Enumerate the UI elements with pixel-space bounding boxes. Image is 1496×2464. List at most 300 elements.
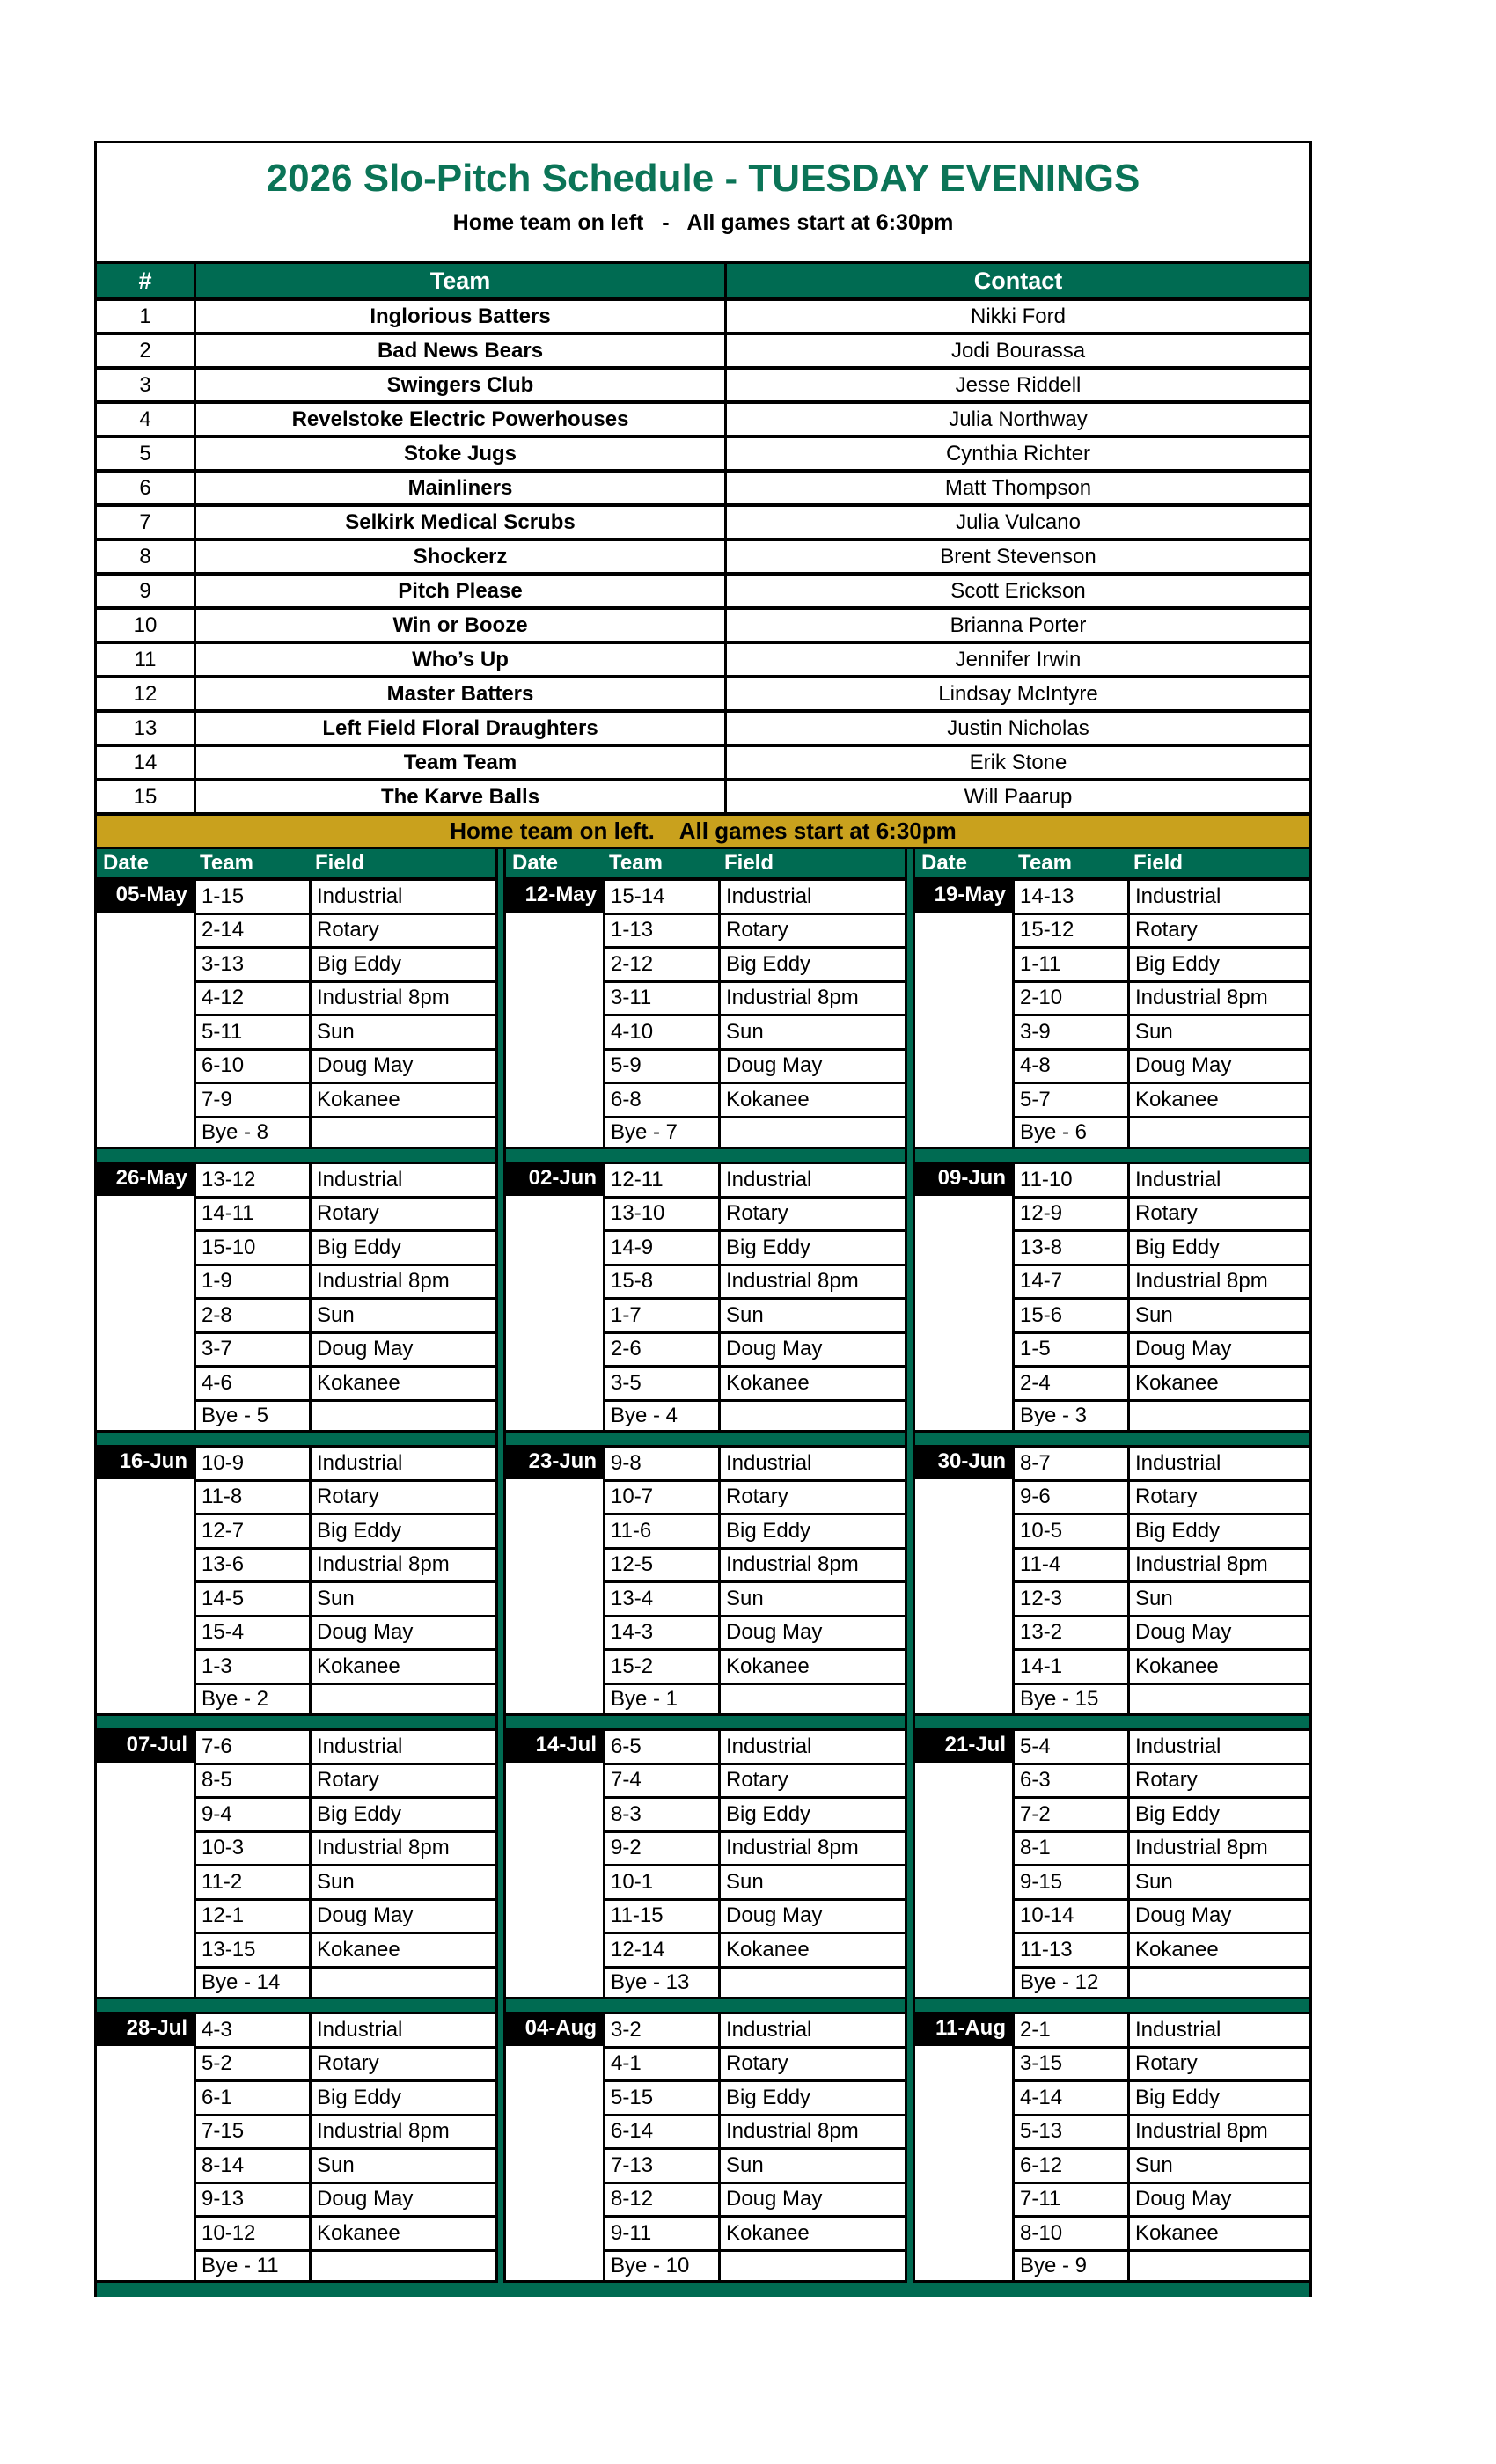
game-field: Big Eddy (718, 1796, 905, 1830)
game-field: Rotary (718, 1763, 905, 1797)
weeks-container (97, 878, 495, 2283)
contact-name: Nikki Ford (724, 301, 1309, 332)
schedule-header-team: Team (200, 851, 253, 875)
game-field: Doug May (1127, 1615, 1309, 1649)
game-field: Big Eddy (309, 1796, 495, 1830)
game-teams: 10-5 (1012, 1513, 1127, 1547)
game-field: Sun (1127, 1297, 1309, 1331)
team-name: Pitch Please (194, 576, 724, 606)
team-name: Selkirk Medical Scrubs (194, 507, 724, 538)
game-field: Rotary (309, 913, 495, 947)
game-teams: 4-6 (194, 1365, 309, 1399)
roster-row (97, 503, 1309, 538)
bye-label: Bye - 6 (1012, 1116, 1127, 1150)
bye-label: Bye - 4 (603, 1399, 718, 1434)
game-field: Doug May (1127, 2182, 1309, 2216)
contact-name: Scott Erickson (724, 576, 1309, 606)
game-field: Industrial 8pm (309, 980, 495, 1015)
game-field: Big Eddy (1127, 946, 1309, 980)
date-spacer (506, 1196, 603, 1434)
mid-banner: Home team on left. All games start at 6:30pm (97, 812, 1309, 849)
week-block (97, 1445, 495, 1716)
team-number: 11 (97, 644, 194, 675)
date-spacer (915, 2046, 1012, 2284)
game-field: Industrial 8pm (718, 1830, 905, 1865)
game-field: Big Eddy (718, 2079, 905, 2114)
game-teams: 8-12 (603, 2182, 718, 2216)
game-teams: 5-15 (603, 2079, 718, 2114)
contact-name: Jennifer Irwin (724, 644, 1309, 675)
game-field: Doug May (718, 2182, 905, 2216)
team-number: 2 (97, 335, 194, 366)
game-teams: 3-2 (603, 2012, 718, 2046)
week-block (915, 2012, 1309, 2283)
game-field: Industrial (309, 1445, 495, 1479)
team-name: Team Team (194, 747, 724, 778)
roster-row (97, 744, 1309, 778)
game-teams: 15-2 (603, 1648, 718, 1683)
game-field: Sun (309, 1297, 495, 1331)
week-separator (506, 1999, 905, 2012)
game-teams: 13-4 (603, 1580, 718, 1615)
bye-field-cell (309, 1683, 495, 1717)
date-spacer (915, 1196, 1012, 1434)
bye-field-cell (718, 2249, 905, 2284)
week-date: 11-Aug (915, 2012, 1012, 2046)
game-teams: 9-13 (194, 2182, 309, 2216)
week-date: 02-Jun (506, 1162, 603, 1196)
bye-field-cell (718, 1116, 905, 1150)
schedule-column-3 (915, 849, 1309, 2283)
game-field: Industrial 8pm (309, 1264, 495, 1298)
week-date: 19-May (915, 878, 1012, 913)
game-field: Kokanee (1127, 1082, 1309, 1116)
roster-row (97, 572, 1309, 606)
game-teams: 9-15 (1012, 1864, 1127, 1898)
team-number: 4 (97, 404, 194, 435)
game-teams: 9-2 (603, 1830, 718, 1865)
week-separator (97, 1433, 495, 1445)
game-teams: 7-15 (194, 2114, 309, 2148)
game-teams: 3-7 (194, 1331, 309, 1366)
game-field: Rotary (1127, 1763, 1309, 1797)
game-teams: 3-9 (1012, 1014, 1127, 1048)
bye-label: Bye - 13 (603, 1966, 718, 2000)
game-field: Industrial (1127, 1445, 1309, 1479)
game-teams: 4-1 (603, 2046, 718, 2080)
week-block (97, 1728, 495, 1999)
game-field: Rotary (718, 1479, 905, 1514)
game-field: Industrial (718, 878, 905, 913)
week-separator (506, 1716, 905, 1728)
game-field: Industrial 8pm (718, 980, 905, 1015)
game-teams: 13-6 (194, 1547, 309, 1581)
game-field: Industrial (718, 2012, 905, 2046)
game-teams: 9-6 (1012, 1479, 1127, 1514)
game-teams: 1-5 (1012, 1331, 1127, 1366)
week-block (97, 2012, 495, 2283)
week-date: 07-Jul (97, 1728, 194, 1763)
game-teams: 8-14 (194, 2147, 309, 2182)
week-separator (97, 1999, 495, 2012)
game-teams: 1-7 (603, 1297, 718, 1331)
contact-name: Justin Nicholas (724, 713, 1309, 744)
date-spacer (97, 1479, 194, 1717)
game-field: Industrial (1127, 2012, 1309, 2046)
game-teams: 9-11 (603, 2215, 718, 2249)
game-teams: 10-3 (194, 1830, 309, 1865)
game-field: Industrial (309, 1162, 495, 1196)
game-teams: 14-3 (603, 1615, 718, 1649)
game-field: Sun (1127, 1014, 1309, 1048)
team-name: The Karve Balls (194, 781, 724, 812)
bye-field-cell (309, 1966, 495, 2000)
bye-label: Bye - 7 (603, 1116, 718, 1150)
roster-row (97, 435, 1309, 469)
week-separator (915, 1716, 1309, 1728)
game-field: Industrial 8pm (309, 1547, 495, 1581)
team-name: Left Field Floral Draughters (194, 713, 724, 744)
game-field: Big Eddy (718, 1229, 905, 1264)
game-field: Industrial (718, 1162, 905, 1196)
game-teams: 4-8 (1012, 1048, 1127, 1082)
bye-field-cell (1127, 1683, 1309, 1717)
week-date: 16-Jun (97, 1445, 194, 1479)
game-field: Big Eddy (309, 1513, 495, 1547)
game-teams: 9-8 (603, 1445, 718, 1479)
schedule-header-date: Date (921, 851, 968, 875)
team-number: 15 (97, 781, 194, 812)
game-field: Industrial 8pm (309, 2114, 495, 2148)
team-name: Revelstoke Electric Powerhouses (194, 404, 724, 435)
game-teams: 11-13 (1012, 1932, 1127, 1966)
team-name: Master Batters (194, 678, 724, 709)
game-teams: 11-6 (603, 1513, 718, 1547)
game-teams: 2-4 (1012, 1365, 1127, 1399)
roster-table (97, 297, 1309, 812)
roster-row (97, 538, 1309, 572)
game-field: Kokanee (309, 1365, 495, 1399)
game-field: Rotary (1127, 1479, 1309, 1514)
bye-label: Bye - 9 (1012, 2249, 1127, 2284)
game-field: Doug May (309, 1331, 495, 1366)
game-teams: 7-13 (603, 2147, 718, 2182)
game-teams: 14-9 (603, 1229, 718, 1264)
game-teams: 3-11 (603, 980, 718, 1015)
week-block (97, 878, 495, 1149)
week-block (97, 1162, 495, 1433)
game-field: Sun (718, 1014, 905, 1048)
roster-row (97, 400, 1309, 435)
game-field: Doug May (1127, 1331, 1309, 1366)
week-date: 26-May (97, 1162, 194, 1196)
game-field: Kokanee (718, 1648, 905, 1683)
team-name: Win or Booze (194, 610, 724, 641)
game-field: Doug May (309, 2182, 495, 2216)
team-number: 3 (97, 370, 194, 400)
schedule-header-team: Team (1018, 851, 1072, 875)
game-teams: 10-1 (603, 1864, 718, 1898)
week-block (506, 1162, 905, 1433)
game-field: Industrial (1127, 878, 1309, 913)
contact-name: Julia Vulcano (724, 507, 1309, 538)
game-teams: 11-2 (194, 1864, 309, 1898)
week-separator (506, 1149, 905, 1162)
schedule-sheet (94, 141, 1312, 2297)
game-teams: 14-11 (194, 1196, 309, 1230)
game-field: Industrial 8pm (718, 2114, 905, 2148)
date-spacer (506, 1479, 603, 1717)
game-field: Doug May (718, 1331, 905, 1366)
bye-label: Bye - 15 (1012, 1683, 1127, 1717)
game-field: Rotary (718, 913, 905, 947)
game-field: Sun (309, 1580, 495, 1615)
game-teams: 13-8 (1012, 1229, 1127, 1264)
week-separator (915, 1149, 1309, 1162)
roster-row (97, 675, 1309, 709)
game-field: Rotary (309, 1196, 495, 1230)
game-field: Industrial 8pm (1127, 1547, 1309, 1581)
week-date: 09-Jun (915, 1162, 1012, 1196)
game-field: Doug May (718, 1898, 905, 1932)
bye-label: Bye - 12 (1012, 1966, 1127, 2000)
game-teams: 14-1 (1012, 1648, 1127, 1683)
contact-name: Erik Stone (724, 747, 1309, 778)
game-field: Sun (309, 1014, 495, 1048)
week-separator (915, 1999, 1309, 2012)
game-teams: 1-15 (194, 878, 309, 913)
game-teams: 5-4 (1012, 1728, 1127, 1763)
game-teams: 8-10 (1012, 2215, 1127, 2249)
game-teams: 15-4 (194, 1615, 309, 1649)
game-field: Industrial 8pm (1127, 2114, 1309, 2148)
game-field: Kokanee (718, 1365, 905, 1399)
roster-header-num: # (138, 267, 152, 294)
schedule-header-row (506, 849, 905, 878)
game-teams: 5-11 (194, 1014, 309, 1048)
game-field: Industrial (309, 1728, 495, 1763)
game-teams: 12-1 (194, 1898, 309, 1932)
game-field: Industrial (718, 1445, 905, 1479)
game-teams: 6-1 (194, 2079, 309, 2114)
game-field: Rotary (718, 2046, 905, 2080)
bye-label: Bye - 5 (194, 1399, 309, 1434)
game-teams: 10-9 (194, 1445, 309, 1479)
roster-header-row (97, 261, 1309, 297)
game-teams: 4-14 (1012, 2079, 1127, 2114)
week-date: 14-Jul (506, 1728, 603, 1763)
game-teams: 7-11 (1012, 2182, 1127, 2216)
game-field: Rotary (718, 1196, 905, 1230)
contact-name: Brianna Porter (724, 610, 1309, 641)
week-block (506, 1445, 905, 1716)
game-field: Big Eddy (309, 2079, 495, 2114)
game-teams: 5-13 (1012, 2114, 1127, 2148)
team-number: 14 (97, 747, 194, 778)
team-name: Inglorious Batters (194, 301, 724, 332)
game-field: Big Eddy (718, 946, 905, 980)
game-field: Kokanee (1127, 1365, 1309, 1399)
bye-label: Bye - 10 (603, 2249, 718, 2284)
team-number: 9 (97, 576, 194, 606)
game-teams: 8-1 (1012, 1830, 1127, 1865)
game-field: Industrial 8pm (1127, 1830, 1309, 1865)
game-field: Kokanee (718, 1082, 905, 1116)
game-teams: 9-4 (194, 1796, 309, 1830)
game-field: Doug May (718, 1048, 905, 1082)
schedule-column-1 (97, 849, 495, 2283)
bye-label: Bye - 1 (603, 1683, 718, 1717)
game-teams: 1-13 (603, 913, 718, 947)
bye-field-cell (718, 1683, 905, 1717)
game-teams: 12-7 (194, 1513, 309, 1547)
game-field: Rotary (309, 2046, 495, 2080)
game-teams: 3-5 (603, 1365, 718, 1399)
team-number: 12 (97, 678, 194, 709)
game-teams: 5-2 (194, 2046, 309, 2080)
team-name: Mainliners (194, 473, 724, 503)
game-teams: 11-10 (1012, 1162, 1127, 1196)
week-date: 05-May (97, 878, 194, 913)
date-spacer (97, 1763, 194, 2000)
game-field: Industrial (1127, 1728, 1309, 1763)
game-teams: 2-1 (1012, 2012, 1127, 2046)
roster-row (97, 778, 1309, 812)
game-teams: 2-6 (603, 1331, 718, 1366)
team-number: 7 (97, 507, 194, 538)
game-field: Sun (1127, 1864, 1309, 1898)
game-field: Sun (1127, 1580, 1309, 1615)
game-teams: 11-4 (1012, 1547, 1127, 1581)
game-field: Doug May (1127, 1898, 1309, 1932)
contact-name: Matt Thompson (724, 473, 1309, 503)
game-teams: 13-10 (603, 1196, 718, 1230)
bye-field-cell (309, 1399, 495, 1434)
roster-row (97, 332, 1309, 366)
week-block (915, 1162, 1309, 1433)
game-teams: 12-9 (1012, 1196, 1127, 1230)
team-name: Stoke Jugs (194, 438, 724, 469)
game-field: Sun (718, 2147, 905, 2182)
game-field: Doug May (309, 1048, 495, 1082)
bye-label: Bye - 3 (1012, 1399, 1127, 1434)
bye-label: Bye - 14 (194, 1966, 309, 2000)
team-name: Shockerz (194, 541, 724, 572)
schedule-header-team: Team (609, 851, 663, 875)
game-field: Doug May (718, 1615, 905, 1649)
bye-field-cell (718, 1966, 905, 2000)
game-teams: 4-10 (603, 1014, 718, 1048)
game-teams: 6-8 (603, 1082, 718, 1116)
week-block (506, 1728, 905, 1999)
bottom-bar (97, 2283, 1309, 2297)
game-field: Doug May (309, 1898, 495, 1932)
game-teams: 10-14 (1012, 1898, 1127, 1932)
game-teams: 14-5 (194, 1580, 309, 1615)
game-teams: 7-2 (1012, 1796, 1127, 1830)
bye-field-cell (309, 1116, 495, 1150)
game-teams: 1-3 (194, 1648, 309, 1683)
week-date: 30-Jun (915, 1445, 1012, 1479)
game-teams: 6-3 (1012, 1763, 1127, 1797)
game-field: Kokanee (718, 2215, 905, 2249)
game-teams: 15-14 (603, 878, 718, 913)
game-field: Doug May (309, 1615, 495, 1649)
weeks-container (506, 878, 905, 2283)
game-field: Sun (718, 1864, 905, 1898)
date-spacer (97, 913, 194, 1150)
game-field: Kokanee (1127, 1932, 1309, 1966)
game-teams: 8-5 (194, 1763, 309, 1797)
game-teams: 12-5 (603, 1547, 718, 1581)
date-spacer (915, 1479, 1012, 1717)
roster-row (97, 709, 1309, 744)
game-field: Industrial 8pm (718, 1264, 905, 1298)
game-teams: 7-9 (194, 1082, 309, 1116)
team-number: 5 (97, 438, 194, 469)
contact-name: Julia Northway (724, 404, 1309, 435)
schedule-header-date: Date (103, 851, 150, 875)
game-teams: 13-15 (194, 1932, 309, 1966)
date-spacer (506, 913, 603, 1150)
date-spacer (97, 2046, 194, 2284)
game-teams: 7-4 (603, 1763, 718, 1797)
game-field: Kokanee (309, 1648, 495, 1683)
game-field: Rotary (1127, 2046, 1309, 2080)
roster-header-contact: Contact (724, 264, 1309, 297)
game-teams: 11-15 (603, 1898, 718, 1932)
game-field: Rotary (1127, 1196, 1309, 1230)
team-number: 13 (97, 713, 194, 744)
week-date: 23-Jun (506, 1445, 603, 1479)
team-number: 10 (97, 610, 194, 641)
date-spacer (915, 913, 1012, 1150)
game-field: Kokanee (309, 1932, 495, 1966)
game-teams: 2-14 (194, 913, 309, 947)
week-separator (506, 1433, 905, 1445)
team-number: 1 (97, 301, 194, 332)
game-teams: 11-8 (194, 1479, 309, 1514)
game-field: Industrial 8pm (718, 1547, 905, 1581)
game-field: Kokanee (718, 1932, 905, 1966)
bye-field-cell (718, 1399, 905, 1434)
schedule-column-2 (506, 849, 905, 2283)
game-teams: 12-11 (603, 1162, 718, 1196)
game-field: Sun (309, 1864, 495, 1898)
game-teams: 4-3 (194, 2012, 309, 2046)
bye-field-cell (1127, 2249, 1309, 2284)
contact-name: Will Paarup (724, 781, 1309, 812)
contact-name: Cynthia Richter (724, 438, 1309, 469)
bye-field-cell (309, 2249, 495, 2284)
game-field: Industrial (1127, 1162, 1309, 1196)
date-spacer (915, 1763, 1012, 2000)
weeks-container (915, 878, 1309, 2283)
column-gutter (905, 849, 915, 2283)
game-field: Kokanee (309, 2215, 495, 2249)
game-field: Industrial 8pm (309, 1830, 495, 1865)
game-field: Rotary (309, 1479, 495, 1514)
game-teams: 15-6 (1012, 1297, 1127, 1331)
game-teams: 15-12 (1012, 913, 1127, 947)
game-teams: 13-12 (194, 1162, 309, 1196)
game-teams: 10-7 (603, 1479, 718, 1514)
game-teams: 8-3 (603, 1796, 718, 1830)
game-teams: 15-8 (603, 1264, 718, 1298)
game-field: Kokanee (1127, 1648, 1309, 1683)
game-field: Kokanee (1127, 2215, 1309, 2249)
game-field: Industrial (718, 1728, 905, 1763)
